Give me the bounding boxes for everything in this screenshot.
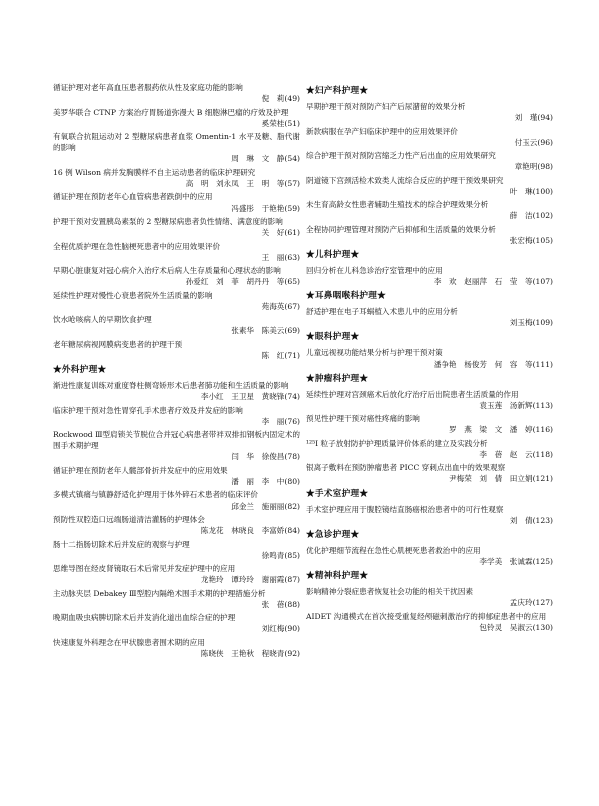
author-page: 徐鸣青(85) (261, 550, 300, 560)
article-title: 预防性双腔造口远端肠道清洁灌肠的护理体会 (53, 515, 205, 525)
article-title: 护理干预对安置胰岛素泵的 2 型糖尿病患者负性情绪、满意度的影响 (53, 216, 283, 226)
author-page: 孙爱红 刘 菲 胡丹丹 等(65) (185, 277, 300, 287)
article-title: ¹²⁵I 粒子放射防护护理质量评价体系的建立及实践分析 (306, 438, 488, 448)
toc-entry[interactable] (306, 224, 553, 246)
author-page: 付玉云(96) (514, 137, 553, 147)
toc-entry[interactable] (306, 545, 553, 567)
author-page: 潘 丽 李 中(80) (231, 476, 300, 486)
toc-entry[interactable] (306, 306, 553, 328)
author-page: 刘红梅(90) (261, 624, 300, 634)
toc-entry[interactable] (53, 339, 300, 361)
article-title: Rockwood Ⅲ型肩锁关节脱位合并冠心病患者带袢双排扣钢板内固定术的围手术期护理 (53, 430, 300, 451)
toc-entry[interactable] (53, 241, 300, 263)
toc-entry[interactable] (53, 131, 300, 164)
toc-entry[interactable] (53, 405, 300, 427)
toc-entry[interactable] (53, 314, 300, 336)
article-title: 老年糖尿病视网膜病变患者的护理干预 (53, 339, 183, 349)
toc-entry[interactable] (53, 167, 300, 189)
article-title: 循证护理在预防老年心血管病患者跌倒中的应用 (53, 192, 213, 202)
article-title: 全程协同护理管理对预防产后抑郁和生活质量的效果分析 (306, 224, 496, 234)
section-heading: ★急诊护理★ (306, 529, 360, 540)
toc-entry[interactable] (53, 265, 300, 287)
article-title: 快速康复外科理念在甲状腺患者围术期的应用 (53, 637, 205, 647)
author-page: 薛 洁(102) (509, 211, 553, 221)
toc-entry[interactable] (306, 438, 553, 460)
toc-entry[interactable] (53, 216, 300, 238)
toc-entry[interactable] (306, 586, 553, 608)
author-page: 张 蓓(88) (261, 599, 300, 609)
author-page: 刘玉梅(109) (509, 318, 553, 328)
author-page: 李小红 王卫星 黄晓锋(74) (200, 392, 300, 402)
article-title: 延续性护理对宫颈癌术后放化疗治疗后出院患者生活质量的作用 (306, 389, 519, 399)
article-title: 主动脉夹层 Debakey Ⅲ型腔内隔绝术围手术期的护理措施分析 (53, 588, 266, 598)
article-title: 优化护理细节流程在急性心肌梗死患者救治中的应用 (306, 545, 481, 555)
author-page: 周 琳 文 静(54) (231, 154, 300, 164)
article-title: 肠十二指肠切除术后并发症的观察与护理 (53, 539, 190, 549)
article-title: 舒适护理在电子耳蜗植入术患儿中的应用分析 (306, 307, 458, 317)
author-page: 苑海英(67) (261, 301, 300, 311)
article-title: 饮水呛咳病人的早期饮食护理 (53, 315, 152, 325)
author-page: 王 丽(63) (261, 252, 300, 262)
article-title: 综合护理干预对预防宫缩乏力性产后出血的应用效果研究 (306, 151, 496, 161)
article-title: 手术室护理应用于腹腔镜结直肠癌根治患者中的可行性观察 (306, 504, 504, 514)
section-heading: ★眼科护理★ (306, 332, 360, 343)
toc-left-column (53, 82, 300, 662)
author-page: 冯盛彤 于艳艳(59) (231, 203, 300, 213)
toc-entry[interactable] (53, 107, 300, 129)
toc-entry[interactable] (306, 265, 553, 287)
toc-entry[interactable] (53, 489, 300, 511)
toc-entry[interactable] (53, 637, 300, 659)
article-title: 多模式镇痛与镇静舒适化护理用于体外碎石术患者的临床评价 (53, 490, 259, 500)
author-page: 李学美 张诚霖(125) (479, 556, 553, 566)
author-page: 罗 燕 梁 文 潘 婷(116) (449, 425, 553, 435)
toc-entry[interactable] (53, 380, 300, 402)
author-page: 闫 华 徐俊昌(78) (231, 452, 300, 462)
author-page: 孟庆玲(127) (509, 598, 553, 608)
article-title: 银离子敷料在预防肿瘤患者 PICC 穿刺点出血中的效果观察 (306, 463, 506, 473)
article-title: 预见性护理干预对癌性疼痛的影响 (306, 414, 420, 424)
article-title: 美罗华联合 CTNP 方案治疗胃肠道弥漫大 B 细胞淋巴瘤的疗效及护理 (53, 107, 289, 117)
article-title: 早期护理干预对预防产妇产后尿潴留的效果分析 (306, 102, 466, 111)
author-page: 陈龙花 林晓良 李富娇(84) (200, 526, 300, 536)
author-page: 李 欢 赵丽萍 石 莹 等(107) (433, 277, 553, 287)
toc-entry[interactable] (53, 588, 300, 610)
article-title: 延续性护理对慢性心衰患者院外生活质量的影响 (53, 290, 213, 300)
article-title: AIDET 沟通模式在首次接受重复经颅磁刺激治疗的抑郁症患者中的应用 (306, 611, 547, 621)
toc-entry[interactable] (306, 611, 553, 633)
author-page: 陈晓侠 王艳秋 程晓青(92) (200, 649, 300, 659)
toc-right-column (306, 82, 553, 635)
toc-entry[interactable] (53, 612, 300, 634)
toc-entry[interactable] (306, 462, 553, 484)
toc-entry[interactable] (306, 126, 553, 148)
section-heading: ★精神科护理★ (306, 570, 369, 581)
toc-entry[interactable] (53, 290, 300, 312)
article-title: 循证护理在预防老年人髋部骨折并发症中的应用效果 (53, 465, 228, 475)
section-heading: ★手术室护理★ (306, 488, 369, 499)
article-title: 早期心脏康复对冠心病介入治疗术后病人生存质量和心理状态的影响 (53, 266, 281, 276)
section-heading: ★耳鼻咽喉科护理★ (306, 291, 387, 302)
article-title: 有氧联合抗阻运动对 2 型糖尿病患者血浆 Omentin-1 水平及糖、脂代谢的影响 (53, 132, 300, 153)
article-title: 阴道镜下宫颈活检术致类人流综合反应的护理干预效果研究 (306, 175, 504, 185)
toc-entry[interactable] (53, 563, 300, 585)
section-heading: ★外科护理★ (53, 365, 107, 376)
author-page: 李 丽(76) (261, 416, 300, 426)
article-title: 影响精神分裂症患者恢复社会功能的相关干扰因素 (306, 586, 474, 596)
toc-entry[interactable] (53, 429, 300, 462)
toc-entry[interactable] (306, 101, 553, 123)
article-title: 临床护理干预对急性胃穿孔手术患者疗效及并发症的影响 (53, 405, 243, 415)
article-title: 思维导图在经皮肾镜取石术后常见并发症护理中的应用 (53, 564, 236, 574)
author-page: 章艳明(98) (514, 162, 553, 172)
toc-entry[interactable] (53, 465, 300, 487)
toc-entry[interactable] (53, 514, 300, 536)
author-page: 包铃灵 吴淑云(130) (479, 622, 553, 632)
author-page: 倪 莉(49) (261, 94, 300, 104)
article-title: 未生育高龄女性患者辅助生殖技术的综合护理效果分析 (306, 200, 489, 210)
article-title: 新款病服在孕产妇临床护理中的应用效果评价 (306, 126, 458, 136)
toc-entry[interactable] (306, 150, 553, 172)
toc-entry[interactable] (306, 199, 553, 221)
article-title: 循证护理对老年高血压患者服药依从性及家庭功能的影响 (53, 83, 243, 92)
toc-entry[interactable] (306, 347, 553, 369)
article-title: 儿童远视视功能结果分析与护理干预对策 (306, 348, 443, 358)
article-title: 全程优质护理在急性脑梗死患者中的应用效果评价 (53, 241, 221, 251)
author-page: 刘 瑾(94) (514, 113, 553, 123)
section-heading: ★儿科护理★ (306, 250, 360, 261)
article-title: 晚期血吸虫病脾切除术后并发消化道出血综合症的护理 (53, 613, 236, 623)
author-page: 邱金兰 施丽丽(82) (231, 501, 300, 511)
author-page: 关 好(61) (261, 228, 300, 238)
author-page: 潘争艳 杨俊芳 何 容 等(111) (433, 359, 553, 369)
author-page: 张素华 陈美云(69) (231, 326, 300, 336)
article-title: 回归分析在儿科急诊治疗室管理中的应用 (306, 266, 443, 276)
author-page: 李 蓓 赵 云(118) (479, 449, 553, 459)
toc-entry[interactable] (306, 413, 553, 435)
article-title: 渐进性康复训练对重度脊柱侧弯矫形术后患者肺功能和生活质量的影响 (53, 381, 289, 391)
author-page: 尹梅荣 刘 倩 田立娟(121) (449, 474, 553, 484)
author-page: 陈 红(71) (261, 350, 300, 360)
author-page: 张宏梅(105) (509, 235, 553, 245)
section-heading: ★肿瘤科护理★ (306, 373, 369, 384)
toc-entry[interactable] (53, 191, 300, 213)
toc-entry[interactable] (306, 175, 553, 197)
toc-entry[interactable] (306, 504, 553, 526)
author-page: 刘 倩(123) (509, 515, 553, 525)
toc-entry[interactable] (306, 389, 553, 411)
author-page: 奚荣桂(51) (261, 118, 300, 128)
author-page: 高 明 刘永凤 王 明 等(57) (185, 178, 300, 188)
toc-entry[interactable] (53, 82, 300, 104)
author-page: 叶 琳(100) (509, 186, 553, 196)
section-heading: ★妇产科护理★ (306, 86, 369, 96)
author-page: 龙艳玲 谭玲玲 谢丽霞(87) (200, 575, 300, 585)
toc-entry[interactable] (53, 539, 300, 561)
article-title: 16 例 Wilson 病并发胸膜样不自主运动患者的临床护理研究 (53, 167, 256, 177)
author-page: 袁玉莲 汤新辉(113) (479, 400, 553, 410)
